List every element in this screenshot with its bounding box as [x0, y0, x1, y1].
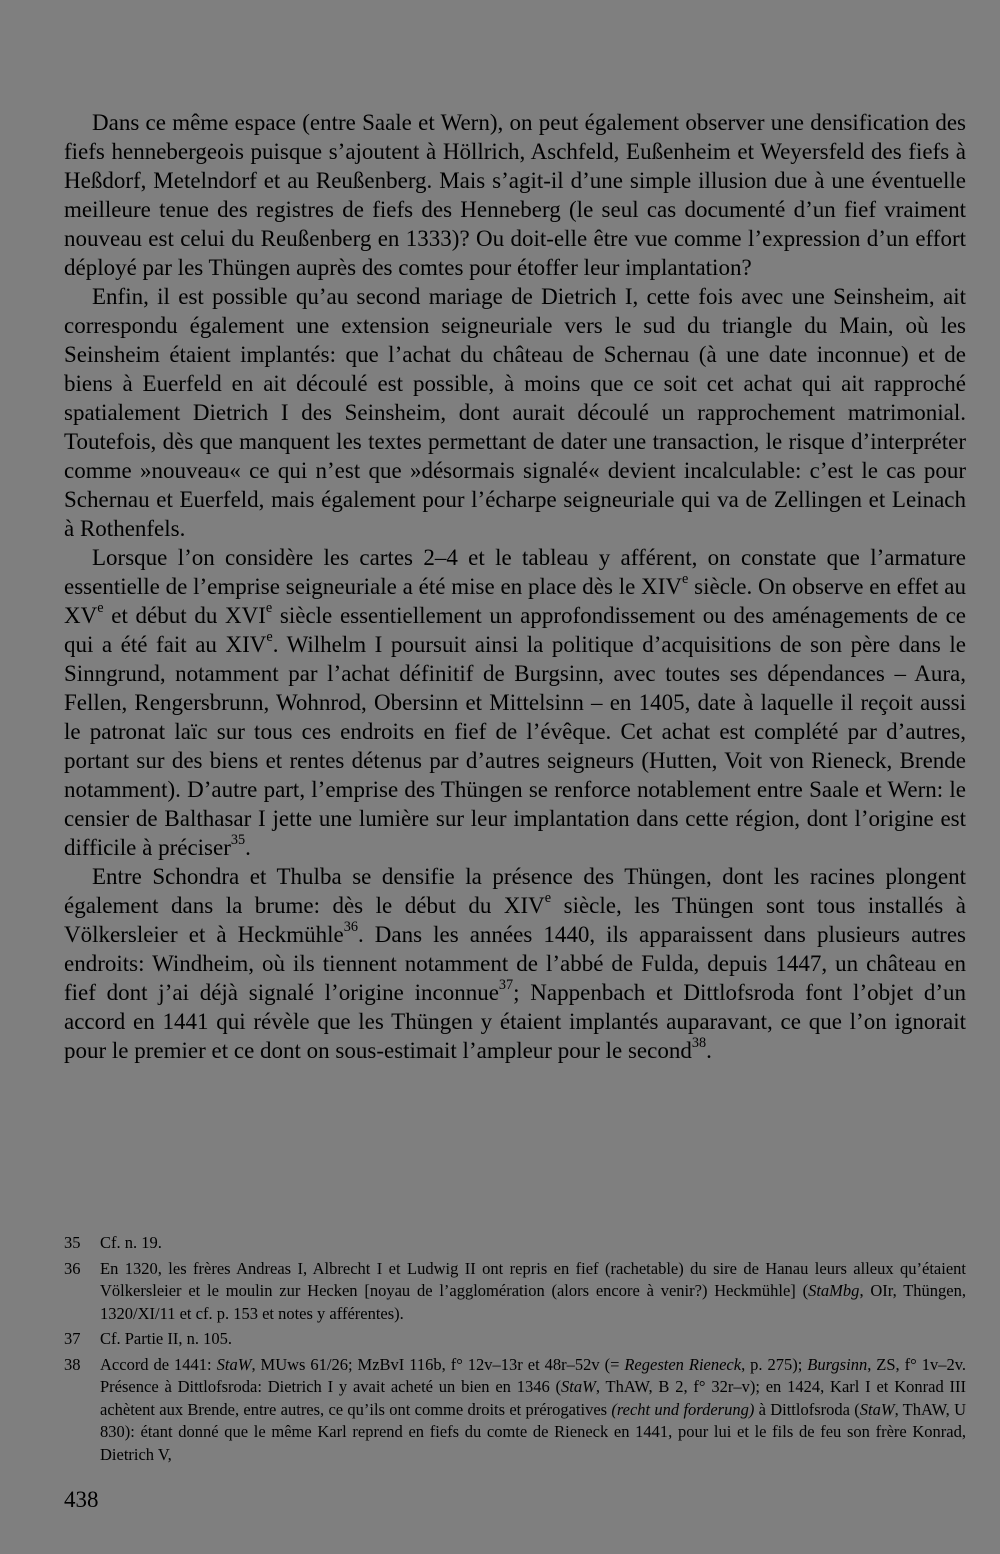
footnote-text: En 1320, les frères Andreas I, Albrecht I et Ludwig II ont repris en fief (rachetable) du sire de Hanau leurs alleux qu’étaient Völkersleier et le moulin zur Hecken [noyau de l’agglomération (alors encore à venir?) Heckmühle] (StaMbg, OIr, Thüngen, 1320/XI/11 et cf. p. 153 et notes y afférentes). — [100, 1258, 966, 1323]
paragraph-4: Entre Schondra et Thulba se densifie la présence des Thüngen, dont les racines plongent également dans la brume: dès le début du XIVe siècle, les Thüngen sont tous installés à Völkersleier et à Heckmühle$^{36}$. Dans les années 1440, ils apparaissent dans plusieurs autres endroits: Windheim, où ils tiennent notamment de l’abbé de Fulda, depuis 1447, un château en fief dont j’ai déjà signalé l’origine inconnue$^{37}$; Nappenbach et Dittlofsroda font l’objet d’un accord en 1441 qui révèle que les Thüngen y étaient implantés auparavant, ce que l’on ignorait pour le premier et ce dont on sous-estimait l’ampleur pour le second$^{38}$. — [64, 864, 966, 1063]
main-text — [64, 108, 966, 1065]
footnote-37 — [64, 1328, 966, 1351]
paragraph-1: Dans ce même espace (entre Saale et Wern), on peut également observer une densification des fiefs hennebergeois puisque s’ajoutent à Höllrich, Aschfeld, Eußenheim et Weyersfeld des fiefs à Heßdorf, Metelndorf et au Reußenberg. Mais s’agit-il d’une simple illusion due à une éventuelle meilleure tenue des registres de fiefs des Henneberg (le seul cas documenté d’un fief vraiment nouveau est celui du Reußenberg en 1333)? Ou doit-elle être vue comme l’expression d’un effort déployé par les Thüngen auprès des comtes pour étoffer leur implantation? — [64, 110, 966, 280]
paragraph-2: Enfin, il est possible qu’au second mariage de Dietrich I, cette fois avec une Seinsheim, ait correspondu également une extension seigneuriale vers le sud du triangle du Main, où les Seinsheim étaient implantés: que l’achat du château de Schernau (à une date inconnue) et de biens à Euerfeld en ait découlé est possible, à moins que ce soit cet achat qui ait rapproché spatialement Dietrich I des Seinsheim, dont aurait découlé un rapprochement matrimonial. Toutefois, dès que manquent les textes permettant de dater une transaction, le risque d’interpréter comme »nouveau« ce qui n’est que »désormais signalé« devient incalculable: c’est le cas pour Schernau et Euerfeld, mais également pour l’écharpe seigneuriale qui va de Zellingen et Leinach à Rothenfels. — [64, 284, 966, 541]
paragraph-3: Lorsque l’on considère les cartes 2–4 et le tableau y afférent, on constate que l’armature essentielle de l’emprise seigneuriale a été mise en place dès le XIVe siècle. On observe en effet au XVe et début du XVIe siècle essentiellement un approfondissement ou des aménagements de ce qui a été fait au XIVe. Wilhelm I poursuit ainsi la politique d’acquisitions de son père dans le Sinngrund, notamment par l’achat définitif de Burgsinn, avec toutes ses dépendances – Aura, Fellen, Rengersbrunn, Wohnrod, Obersinn et Mittelsinn – en 1405, date à laquelle il reçoit aussi le patronat laïc sur tous ces endroits en fief de l’évêque. Cet achat est complété par d’autres, portant sur des biens et rentes détenus par d’autres seigneurs (Hutten, Voit von Rieneck, Brende notamment). D’autre part, l’emprise des Thüngen se renforce notablement entre Saale et Wern: le censier de Balthasar I jette une lumière sur leur implantation dans cette région, dont l’origine est difficile à préciser$^{35}$. — [64, 545, 967, 860]
footnote-ref-38: 38 — [691, 1035, 707, 1052]
footnote-number: 38 — [64, 1354, 81, 1374]
footnote-number: 36 — [64, 1258, 81, 1278]
footnote-text: Accord de 1441: StaW, MUws 61/26; MzBvI 116b, f° 12v–13r et 48r–52v (= Regesten Rieneck, p. 275); Burgsinn, ZS, f° 1v–2v. Présence à Dittlofsroda: Dietrich I y avait acheté un bien en 1346 (StaW, ThAW, B 2, f° 32r–v); en 1424, Karl I et Konrad III achètent aux Brende, entre autres, ce qu’ils ont comme droits et prérogatives (recht und forderung) à Dittlofsroda (StaW, ThAW, U 830): étant donné que le même Karl reprend en fiefs du comte de Rieneck en 1441, pour lui et le fils de feu son frère Konrad, Dietrich V, — [100, 1354, 966, 1464]
footnote-ref-36: 36 — [343, 919, 358, 936]
footnote-35 — [64, 1232, 966, 1255]
footnote-text: Cf. n. 19. — [100, 1233, 162, 1252]
footnote-36 — [64, 1258, 966, 1326]
footnote-ref-37: 37 — [498, 977, 514, 994]
footnote-number: 35 — [64, 1233, 81, 1252]
footnote-ref-35: 35 — [230, 832, 246, 849]
page-number: 438 — [64, 1487, 99, 1512]
footnotes — [64, 1232, 966, 1469]
footnote-number: 37 — [64, 1329, 81, 1348]
footnote-38 — [64, 1354, 966, 1467]
footnote-text: Cf. Partie II, n. 105. — [100, 1329, 232, 1348]
